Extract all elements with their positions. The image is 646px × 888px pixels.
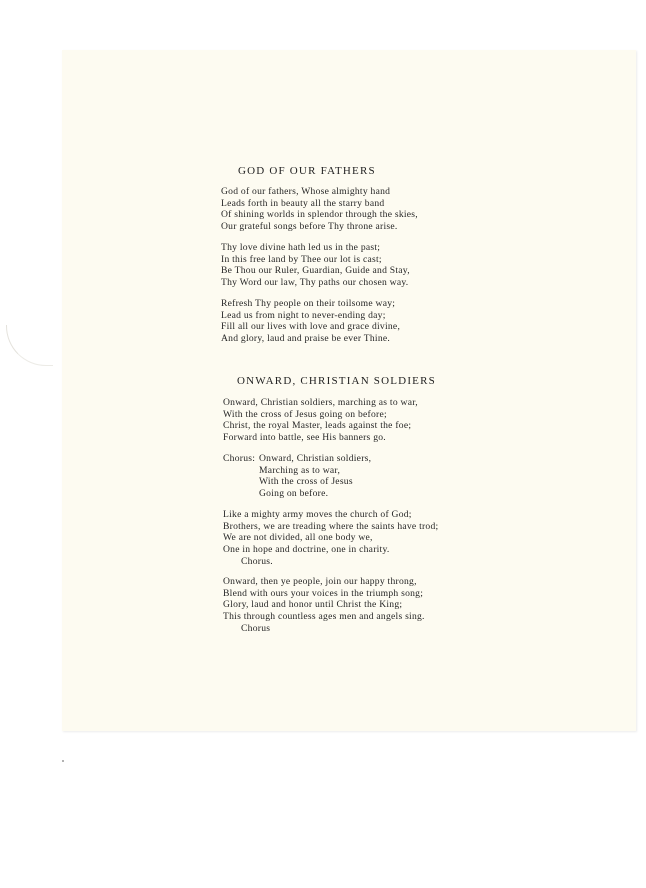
verse-line: Brothers, we are treading where the saints have trod; [223, 520, 439, 532]
verse-line: God of our fathers, Whose almighty hand [221, 186, 391, 197]
verse-line: Leads forth in beauty all the starry band [221, 197, 385, 209]
hymn-title-onward-christian-soldiers: ONWARD, CHRISTIAN SOLDIERS [237, 375, 436, 387]
chorus-line: Onward, Christian soldiers, [259, 453, 372, 464]
paper-edge-shadow [6, 325, 53, 366]
hymn1-verse-1 [221, 186, 418, 233]
verse-line: Thy love divine hath led us in the past; [221, 242, 381, 253]
verse-line: One in hope and doctrine, one in charity. [223, 544, 390, 556]
verse-line: Glory, laud and honor until Christ the King; [223, 599, 403, 611]
scan-speck [62, 760, 64, 762]
hymn2-chorus [259, 453, 371, 500]
chorus-reference: Chorus. [241, 555, 273, 567]
hymn2-verse-1 [223, 397, 418, 444]
chorus-line: Marching as to war, [259, 464, 341, 476]
verse-line: Blend with ours your voices in the triumph song; [223, 587, 424, 599]
verse-line: Thy Word our law, Thy paths our chosen way. [221, 277, 409, 289]
verse-line: Refresh Thy people on their toilsome way; [221, 298, 396, 309]
hymn-sheet [62, 50, 636, 731]
verse-line: And glory, laud and praise be ever Thine. [221, 333, 391, 345]
verse-line: Onward, then ye people, join our happy throng, [223, 576, 417, 587]
chorus-line: With the cross of Jesus [259, 476, 353, 488]
verse-line: Be Thou our Ruler, Guardian, Guide and Stay, [221, 265, 410, 277]
verse-line: With the cross of Jesus going on before; [223, 408, 387, 420]
hymn2-verse-2 [223, 509, 438, 568]
verse-line: We are not divided, all one body we, [223, 532, 373, 544]
verse-line: This through countless ages men and angels sing. [223, 611, 425, 623]
verse-line: Lead us from night to never-ending day; [221, 309, 386, 321]
verse-line: Fill all our lives with love and grace divine, [221, 321, 401, 333]
hymn-title-god-of-our-fathers: GOD OF OUR FATHERS [238, 165, 376, 177]
chorus-line: Going on before. [259, 488, 329, 500]
verse-line: Of shining worlds in splendor through the skies, [221, 209, 418, 221]
verse-line: Christ, the royal Master, leads against the foe; [223, 420, 412, 432]
verse-line: In this free land by Thee our lot is cast; [221, 253, 382, 265]
verse-line: Like a mighty army moves the church of God; [223, 509, 412, 520]
hymn1-verse-2 [221, 242, 410, 289]
chorus-label: Chorus: [223, 453, 256, 464]
verse-line: Our grateful songs before Thy throne arise. [221, 221, 398, 233]
chorus-reference: Chorus [241, 622, 271, 634]
hymn2-verse-3 [223, 576, 425, 635]
hymn1-verse-3 [221, 298, 400, 345]
verse-line: Forward into battle, see His banners go. [223, 432, 386, 444]
verse-line: Onward, Christian soldiers, marching as to war, [223, 397, 418, 408]
